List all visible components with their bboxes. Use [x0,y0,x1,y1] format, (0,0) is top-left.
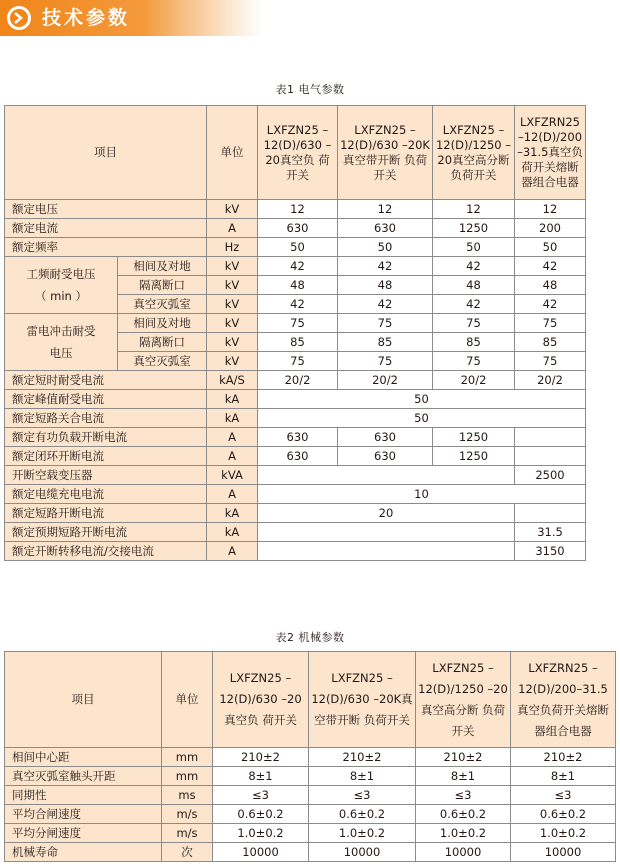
value-cell: 20/2 [433,371,515,390]
header-model-4: LXFZRN25 –12(D)/200 –31.5真空负 荷开关熔断 器组合电器 [515,106,586,200]
value-cell: 210±2 [309,748,416,767]
param-label: 额定峰值耐受电流 [5,390,207,409]
table-row [5,390,586,409]
mechanical-parameters-table [4,651,616,862]
param-label: 相间中心距 [5,748,162,767]
value-cell: 10 [258,485,586,504]
value-cell: 210±2 [511,748,616,767]
value-cell: 75 [258,314,338,333]
table-row [5,314,586,333]
table-row [5,504,586,523]
unit-cell: kA [207,504,258,523]
banner-bar [0,0,262,36]
value-cell: 75 [258,352,338,371]
header-model-2: LXFZN25 –12(D)/630 –20K真空带开断 负荷开关 [338,106,433,200]
value-cell: 8±1 [511,767,616,786]
value-cell: 50 [258,238,338,257]
value-cell: 50 [433,238,515,257]
value-cell: 8±1 [213,767,309,786]
value-cell: 1.0±0.2 [213,824,309,843]
unit-cell: kV [207,257,258,276]
table-header-row [5,652,616,748]
value-cell [258,466,515,485]
value-cell: 210±2 [416,748,511,767]
unit-cell: 次 [162,843,213,862]
value-cell: 8±1 [416,767,511,786]
value-cell: 42 [433,257,515,276]
table-row [5,428,586,447]
param-label: 额定短路关合电流 [5,409,207,428]
group-label: 工频耐受电压 （ min ） [5,257,118,314]
unit-cell: kA/S [207,371,258,390]
value-cell: 12 [515,200,586,219]
value-cell: 10000 [213,843,309,862]
value-cell: 1.0±0.2 [511,824,616,843]
value-cell [515,447,586,466]
value-cell: 0.6±0.2 [213,805,309,824]
param-label: 真空灭弧室触头开距 [5,767,162,786]
header-model-1: LXFZN25 –12(D)/630 –20真空负 荷开关 [258,106,338,200]
unit-cell: mm [162,767,213,786]
value-cell [515,428,586,447]
param-label: 机械寿命 [5,843,162,862]
unit-cell: A [207,542,258,561]
param-label: 额定电缆充电电流 [5,485,207,504]
table-row [5,409,586,428]
param-label: 额定电流 [5,219,207,238]
unit-cell: kV [207,276,258,295]
table-row [5,748,616,767]
value-cell: 630 [258,219,338,238]
orange-circle-icon [6,5,32,31]
value-cell: 20/2 [338,371,433,390]
param-label: 平均分闸速度 [5,824,162,843]
value-cell: ≤3 [213,786,309,805]
value-cell: 42 [515,295,586,314]
header-model-4: LXFZRN25 –12(D)/200–31.5 真空负荷开关熔断 器组合电器 [511,652,616,748]
value-cell: 75 [338,352,433,371]
header-item: 项目 [5,652,162,748]
section-title: 技术参数 [42,7,131,29]
header-model-1: LXFZN25 –12(D)/630 –20真空负 荷开关 [213,652,309,748]
value-cell: 630 [258,428,338,447]
value-cell: 75 [515,352,586,371]
table-row [5,542,586,561]
header-item: 项目 [5,106,207,200]
value-cell: ≤3 [511,786,616,805]
table-row [5,767,616,786]
table-row [5,219,586,238]
value-cell: 42 [258,257,338,276]
sub-label: 真空灭弧室 [118,352,207,371]
value-cell: 630 [258,447,338,466]
unit-cell: ms [162,786,213,805]
param-label: 额定有功负载开断电流 [5,428,207,447]
table-row [5,238,586,257]
unit-cell: A [207,428,258,447]
value-cell: 20 [258,504,515,523]
unit-cell: m/s [162,805,213,824]
value-cell: 85 [338,333,433,352]
value-cell: 0.6±0.2 [511,805,616,824]
value-cell: 48 [338,276,433,295]
table-row [5,447,586,466]
value-cell: 75 [433,314,515,333]
value-cell: ≤3 [309,786,416,805]
value-cell: 42 [258,295,338,314]
unit-cell: kV [207,352,258,371]
value-cell: 50 [338,238,433,257]
value-cell: 3150 [515,542,586,561]
value-cell [258,523,515,542]
value-cell: 0.6±0.2 [416,805,511,824]
value-cell: 42 [338,257,433,276]
unit-cell: A [207,219,258,238]
table2-caption: 表2 机械参数 [275,631,345,644]
value-cell: 42 [515,257,586,276]
value-cell: 31.5 [515,523,586,542]
header-model-3: LXFZN25 –12(D)/1250 –20真空高分断 负荷开关 [433,106,515,200]
value-cell: 2500 [515,466,586,485]
unit-cell: kV [207,333,258,352]
param-label: 平均合闸速度 [5,805,162,824]
param-label: 额定频率 [5,238,207,257]
param-label: 额定短路开断电流 [5,504,207,523]
sub-label: 相间及对地 [118,257,207,276]
value-cell: 10000 [309,843,416,862]
unit-cell: kA [207,523,258,542]
value-cell: 1250 [433,428,515,447]
value-cell: 42 [433,295,515,314]
value-cell: 10000 [416,843,511,862]
unit-cell: kA [207,390,258,409]
group-label: 雷电冲击耐受 电压 [5,314,118,371]
table-row [5,200,586,219]
value-cell: 50 [258,409,586,428]
table-row [5,805,616,824]
value-cell: 630 [338,447,433,466]
param-label: 额定开断转移电流/交接电流 [5,542,207,561]
value-cell [258,542,515,561]
table-row [5,257,586,276]
sub-label: 隔离断口 [118,276,207,295]
param-label: 额定闭环开断电流 [5,447,207,466]
value-cell: 0.6±0.2 [309,805,416,824]
table-row [5,843,616,862]
value-cell: 1250 [433,447,515,466]
value-cell: 200 [515,219,586,238]
value-cell: 210±2 [213,748,309,767]
param-label: 额定电压 [5,200,207,219]
unit-cell: Hz [207,238,258,257]
table-header-row [5,106,586,200]
param-label: 开断空载变压器 [5,466,207,485]
unit-cell: kV [207,314,258,333]
unit-cell: mm [162,748,213,767]
table-row [5,523,586,542]
param-label: 额定短时耐受电流 [5,371,207,390]
value-cell: 12 [338,200,433,219]
value-cell: 75 [338,314,433,333]
value-cell: ≤3 [416,786,511,805]
value-cell: 85 [258,333,338,352]
header-model-3: LXFZN25 –12(D)/1250 –20真空高分断 负荷开关 [416,652,511,748]
table1-caption: 表1 电气参数 [275,83,345,96]
section-banner [0,0,262,36]
param-label: 额定预期短路开断电流 [5,523,207,542]
value-cell: 20/2 [258,371,338,390]
header-unit: 单位 [162,652,213,748]
value-cell: 12 [433,200,515,219]
value-cell: 75 [515,314,586,333]
table-row [5,371,586,390]
value-cell: 12 [258,200,338,219]
table-row [5,466,586,485]
param-label: 同期性 [5,786,162,805]
unit-cell: kVA [207,466,258,485]
sub-label: 相间及对地 [118,314,207,333]
unit-cell: kV [207,200,258,219]
value-cell: 1.0±0.2 [309,824,416,843]
table-row [5,824,616,843]
value-cell: 630 [338,219,433,238]
value-cell: 10000 [511,843,616,862]
value-cell: 1.0±0.2 [416,824,511,843]
value-cell: 85 [515,333,586,352]
value-cell: 1250 [433,219,515,238]
unit-cell: A [207,485,258,504]
value-cell: 48 [258,276,338,295]
sub-label: 隔离断口 [118,333,207,352]
table-row [5,786,616,805]
unit-cell: A [207,447,258,466]
value-cell: 42 [338,295,433,314]
value-cell: 48 [433,276,515,295]
unit-cell: kV [207,295,258,314]
value-cell [515,504,586,523]
value-cell: 48 [515,276,586,295]
header-unit: 单位 [207,106,258,200]
value-cell: 8±1 [309,767,416,786]
table-row [5,485,586,504]
value-cell: 20/2 [515,371,586,390]
value-cell: 85 [433,333,515,352]
value-cell: 75 [433,352,515,371]
header-model-2: LXFZN25 –12(D)/630 –20K真空带开断 负荷开关 [309,652,416,748]
value-cell: 630 [338,428,433,447]
sub-label: 真空灭弧室 [118,295,207,314]
electrical-parameters-table [4,105,586,561]
value-cell: 50 [258,390,586,409]
unit-cell: m/s [162,824,213,843]
value-cell: 50 [515,238,586,257]
unit-cell: kA [207,409,258,428]
